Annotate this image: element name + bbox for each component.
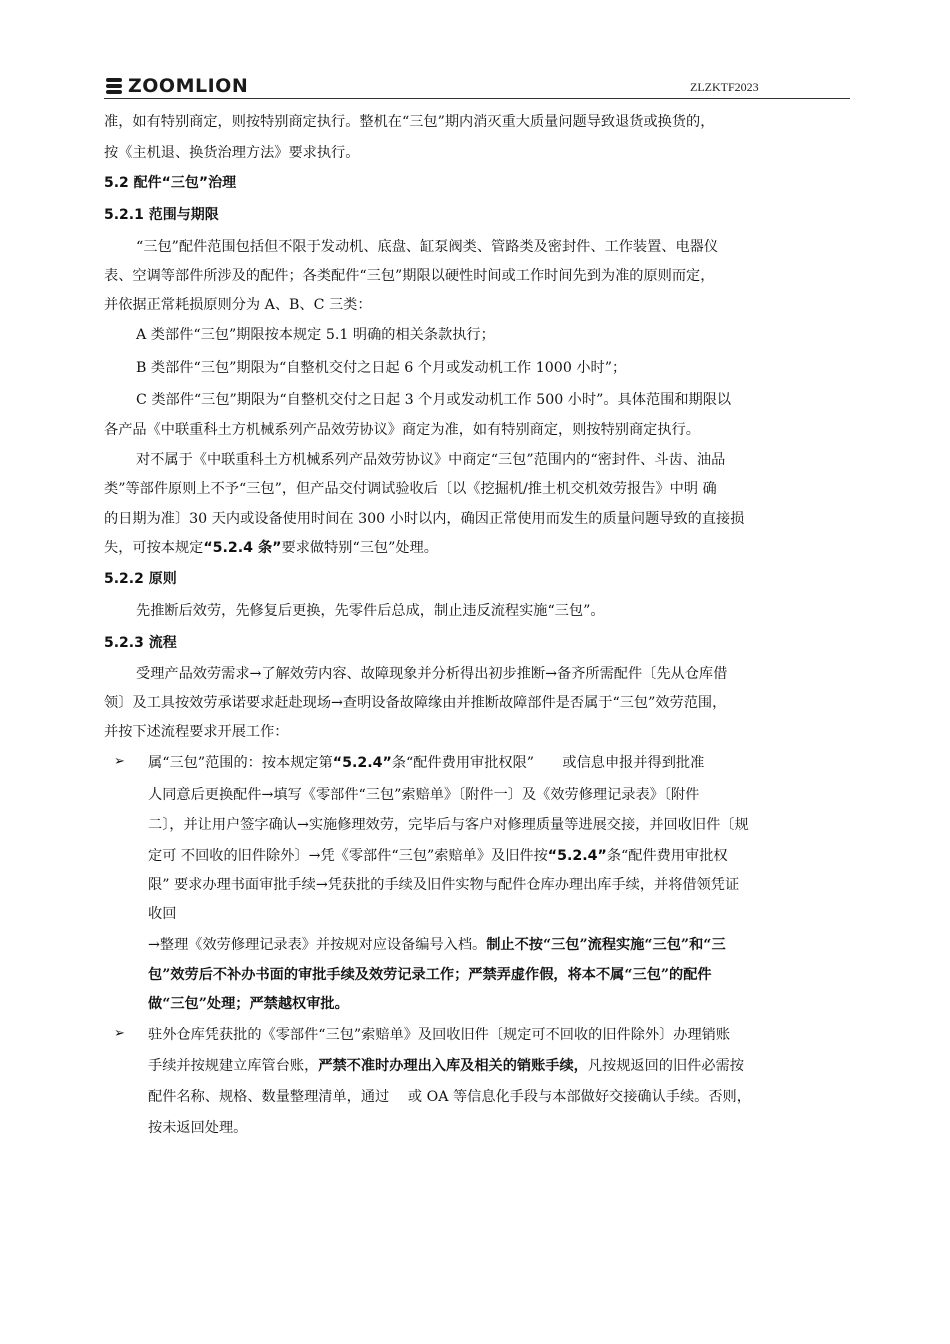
clause-reference: “5.2.4” [332,755,392,771]
zoomlion-logo [104,74,248,98]
bullet-arrow-icon: ➢ [114,754,125,769]
bullet-line [148,1056,744,1076]
bold-warning: 制止不按“三包”流程实施“三包”和“三 [486,937,726,953]
paragraph-line: 表、空调等部件所涉及的配件；各类配件“三包”期限以硬性时间或工作时间先到为准的原则而定， [104,268,715,284]
bullet-line: 驻外仓库凭获批的《零部件“三包”索赔单》及回收旧件〔规定可不回收的旧件除外〕办理销账 [148,1027,731,1043]
bullet-line: 按未返回处理。 [148,1120,248,1136]
paragraph-line: 先推断后效劳，先修复后更换，先零件后总成，制止违反流程实施“三包”。 [136,603,605,619]
paragraph-line: 各产品《中联重科土方机械系列产品效劳协议》商定为准，如有特别商定，则按特别商定执行。 [104,422,700,438]
bullet-line [148,846,728,866]
zoomlion-logo-icon [104,77,124,95]
text-run: →整理《效劳修理记录表》并按规对应设备编号入档。 [148,937,487,953]
paragraph-line: 对不属于《中联重科土方机械系列产品效劳协议》中商定“三包”范围内的“密封件、斗齿、油品 [136,452,726,468]
bullet-line [148,935,726,955]
paragraph-line: B 类部件“三包”期限为“自整机交付之日起 6 个月或发动机工作 1000 小时”； [136,360,627,376]
bullet-arrow-icon: ➢ [114,1026,125,1041]
section-heading-5-2: 5.2 配件“三包”治理 [104,175,237,191]
paragraph-line: 类”等部件原则上不予“三包”，但产品交付调试验收后〔以《挖掘机/推土机交机效劳报告》中明 确 [104,481,717,497]
paragraph-line: 的日期为准〕30 天内或设备使用时间在 300 小时以内，确因正常使用而发生的质量问题导致的直接损 [104,511,745,527]
text-run: 要求做特别“三包”处理。 [281,540,438,556]
text-run: 手续并按规建立库管台账， [148,1058,319,1074]
text-run: 属“三包”范围的：按本规定第 [148,755,333,771]
bullet-line: 二〕，并让用户签字确认→实施修理效劳，完毕后与客户对修理质量等进展交接，并回收旧件〔规 [148,817,749,833]
brand-name: ZOOMLION [128,75,249,97]
paragraph-line: 受理产品效劳需求→了解效劳内容、故障现象并分析得出初步推断→备齐所需配件〔先从仓库借 [136,666,728,682]
paragraph-line: “三包”配件范围包括但不限于发动机、底盘、缸泵阀类、管路类及密封件、工作装置、电器仪 [136,239,719,255]
text-run: 失，可按本规定 [104,540,204,556]
bold-warning: 做“三包”处理；严禁越权审批。 [148,996,349,1012]
section-heading-5-2-3: 5.2.3 流程 [104,635,177,651]
text-run: 条“配件费用审批权限” 或信息申报并得到批准 [391,755,705,771]
bullet-line: 收回 [148,906,177,922]
section-heading-5-2-1: 5.2.1 范围与期限 [104,207,219,223]
bullet-line: 配件名称、规格、数量整理清单，通过 或 OA 等信息化手段与本部做好交接确认手续。否则， [148,1089,751,1105]
clause-reference: “5.2.4” [547,848,607,864]
paragraph-line [104,538,438,558]
text-run: 条“配件费用审批权 [606,848,728,864]
text-run: 定可 不回收的旧件除外〕→凭《零部件“三包”索赔单》及旧件按 [148,848,548,864]
paragraph-line: 领〕及工具按效劳承诺要求赶赴现场→查明设备故障缘由并推断故障部件是否属于“三包”效劳范围， [104,695,727,711]
paragraph-line: 按《主机退、换货治理方法》要求执行。 [104,145,360,161]
bold-warning: 严禁不准时办理出入库及相关的销账手续， [318,1058,588,1074]
bullet-line: 限” 要求办理书面审批手续→凭获批的手续及旧件实物与配件仓库办理出库手续，并将借领凭证 [148,877,740,893]
bullet-line [148,753,704,773]
paragraph-line: 并依据正常耗损原则分为 A、B、C 三类： [104,297,372,313]
header-rule [104,98,850,99]
bullet-line: 人同意后更换配件→填写《零部件“三包”索赔单》〔附件一〕及《效劳修理记录表》〔附件 [148,787,700,803]
paragraph-line: 准，如有特别商定，则按特别商定执行。整机在“三包”期内消灭重大质量问题导致退货或换货的， [104,114,715,130]
text-run: 凡按规返回的旧件必需按 [587,1058,744,1074]
bold-warning: 包”效劳后不补办书面的审批手续及效劳记录工作；严禁弄虚作假，将本不属“三包”的配件 [148,967,712,983]
document-code: ZLZKTF2023 [690,80,759,94]
paragraph-line: A 类部件“三包”期限按本规定 5.1 明确的相关条款执行； [136,327,495,343]
paragraph-line: C 类部件“三包”期限为“自整机交付之日起 3 个月或发动机工作 500 小时”。具体范围和期限以 [136,392,732,408]
section-heading-5-2-2: 5.2.2 原则 [104,571,177,587]
paragraph-line: 并按下述流程要求开展工作： [104,724,289,740]
clause-reference: “5.2.4 条” [203,540,282,556]
page-header [104,74,850,100]
